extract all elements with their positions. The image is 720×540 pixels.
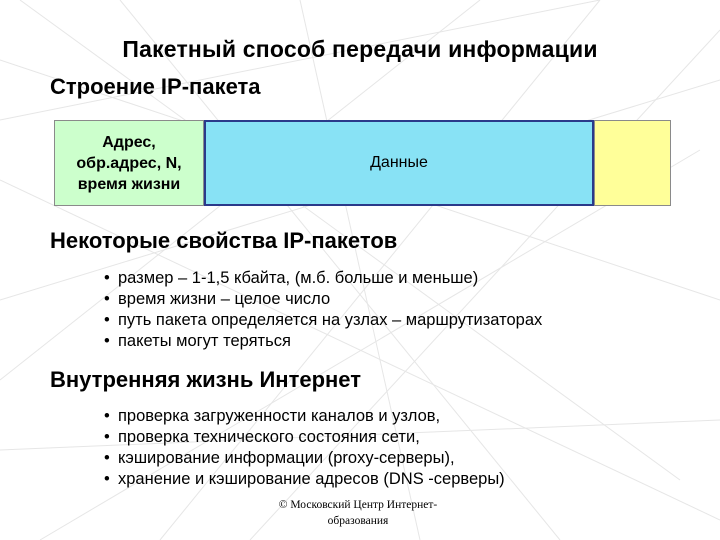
- list-item-text: путь пакета определяется на узлах – маршрутизаторах: [118, 311, 543, 329]
- footer-line-2: образования: [327, 515, 389, 527]
- list-item: [104, 427, 505, 448]
- header-line-1: Адрес,: [102, 133, 156, 151]
- bullet: •: [104, 290, 110, 308]
- list-item: [104, 289, 542, 310]
- list-item-text: время жизни – целое число: [118, 290, 331, 308]
- header-line-3: время жизни: [77, 175, 181, 193]
- header-line-2: обр.адрес, N,: [76, 154, 182, 172]
- list-item: [104, 469, 505, 490]
- bullet: •: [104, 332, 110, 350]
- structure-heading: Строение IP-пакета: [50, 74, 261, 99]
- internet-inner-life-heading: Внутренняя жизнь Интернет: [50, 367, 362, 392]
- list-item-text: размер – 1-1,5 кбайта, (м.б. больше и меньше): [118, 269, 479, 287]
- list-item-text: пакеты могут теряться: [118, 332, 291, 350]
- bullet: •: [104, 407, 110, 425]
- list-item-text: кэширование информации (proxy-серверы),: [118, 449, 455, 467]
- slide-title: Пакетный способ передачи информации: [122, 36, 598, 62]
- packet-data-label: Данные: [370, 154, 428, 171]
- list-item-text: проверка загруженности каналов и узлов,: [118, 407, 441, 425]
- inner-life-list: [104, 406, 505, 490]
- ip-packet-diagram: [54, 120, 671, 206]
- list-item-text: проверка технического состояния сети,: [118, 428, 420, 446]
- packet-header-cell: [54, 120, 204, 206]
- properties-list: [104, 268, 542, 352]
- list-item: [104, 406, 505, 427]
- properties-heading: Некоторые свойства IP-пакетов: [50, 228, 398, 253]
- copyright-footer: [258, 497, 458, 529]
- list-item-text: хранение и кэширование адресов (DNS -серверы): [118, 470, 505, 488]
- bullet: •: [104, 449, 110, 467]
- list-item: [104, 268, 542, 289]
- list-item: [104, 448, 505, 469]
- packet-tail-cell: [594, 120, 671, 206]
- bullet: •: [104, 428, 110, 446]
- packet-data-cell: [204, 120, 594, 206]
- list-item: [104, 331, 542, 352]
- bullet: •: [104, 269, 110, 287]
- bullet: •: [104, 311, 110, 329]
- footer-line-1: © Московский Центр Интернет-: [278, 499, 438, 511]
- list-item: [104, 310, 542, 331]
- bullet: •: [104, 470, 110, 488]
